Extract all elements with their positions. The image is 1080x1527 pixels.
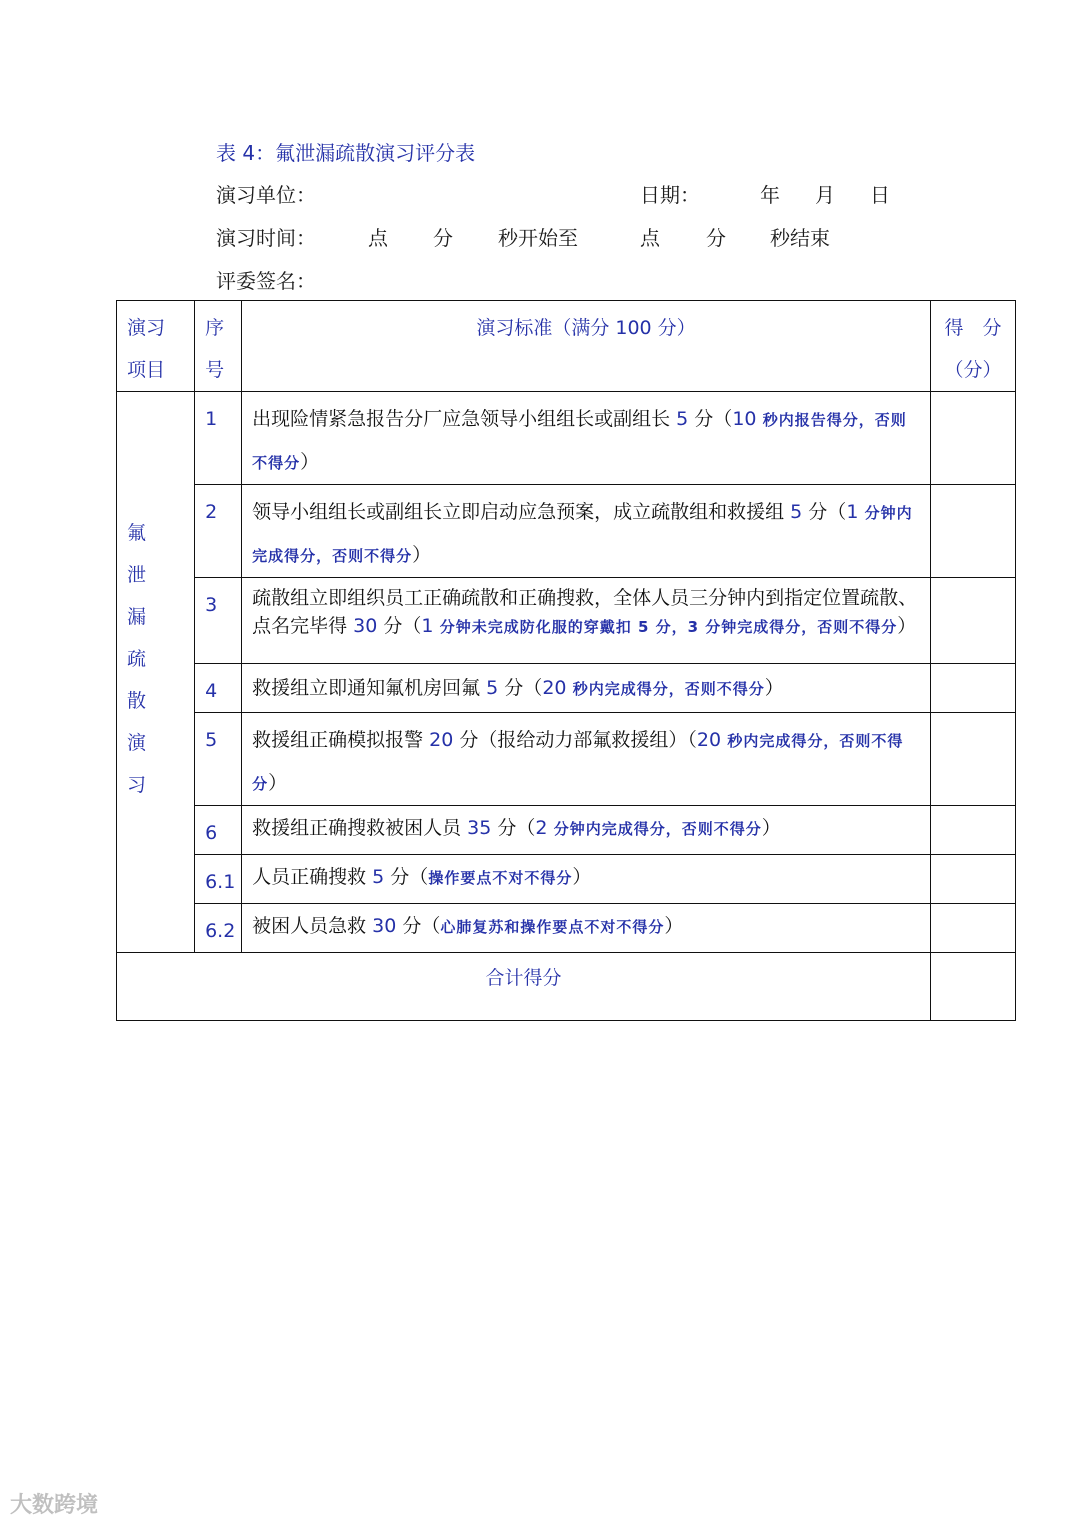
header-seq: [195, 301, 242, 392]
date-month: 月: [815, 183, 835, 207]
row-standard: 出现险情紧急报告分厂应急领导小组组长或副组长 5 分（10 秒内报告得分，否则不得分）: [242, 392, 931, 485]
form-title: 表 4：氟泄漏疏散演习评分表: [216, 141, 476, 165]
total-label: 合计得分: [117, 953, 931, 1021]
row-seq: 2: [195, 485, 242, 578]
item-name: 氟泄漏疏散演习: [127, 522, 165, 796]
header-item-line1: 演习: [127, 317, 166, 339]
time-minute-end: 分: [706, 226, 726, 250]
time-hour-end: 点: [640, 226, 660, 250]
row-seq: 3: [195, 578, 242, 664]
item-name-cell: [117, 392, 195, 953]
row-standard: 救援组正确搜救被困人员 35 分（2 分钟内完成得分，否则不得分）: [242, 806, 931, 855]
judge-signature-label: 评委签名：: [216, 269, 316, 293]
table-row: [117, 855, 1016, 904]
time-hour-start: 点: [368, 226, 388, 250]
total-row: [117, 953, 1016, 1021]
row-standard: 救援组正确模拟报警 20 分（报给动力部氟救援组）（20 秒内完成得分，否则不得分）: [242, 713, 931, 806]
table-row: [117, 904, 1016, 953]
unit-label: 演习单位：: [216, 183, 316, 207]
row-standard: 疏散组立即组织员工正确疏散和正确搜救，全体人员三分钟内到指定位置疏散、点名完毕得 30 分（1 分钟未完成防化服的穿戴扣 5 分，3 分钟完成得分，否则不得分）: [242, 578, 931, 664]
header-seq-line2: 号: [205, 359, 225, 381]
row-score[interactable]: [930, 485, 1015, 578]
row-score[interactable]: [930, 392, 1015, 485]
watermark: 大数跨境: [10, 1493, 99, 1518]
row-score[interactable]: [930, 904, 1015, 953]
date-year: 年: [760, 183, 780, 207]
header-seq-line1: 序: [205, 317, 225, 339]
row-score[interactable]: [930, 578, 1015, 664]
row-standard: 领导小组组长或副组长立即启动应急预案，成立疏散组和救援组 5 分（1 分钟内完成得分，否则不得分）: [242, 485, 931, 578]
time-end-text: 秒结束: [770, 226, 830, 250]
date-label: 日期：: [640, 183, 700, 207]
row-standard: 被困人员急救 30 分（心肺复苏和操作要点不对不得分）: [242, 904, 931, 953]
header-row: [117, 301, 1016, 392]
row-seq: 1: [195, 392, 242, 485]
row-score[interactable]: [930, 664, 1015, 713]
row-score[interactable]: [930, 855, 1015, 904]
row-score[interactable]: [930, 806, 1015, 855]
table-row: [117, 664, 1016, 713]
row-seq: 4: [195, 664, 242, 713]
total-score[interactable]: [930, 953, 1015, 1021]
score-table: [116, 300, 1016, 1021]
table-row: [117, 392, 1016, 485]
header-score-line2: （分）: [944, 359, 1002, 381]
row-seq: 6: [195, 806, 242, 855]
header-score-line1: 得 分: [944, 317, 1002, 339]
table-row: [117, 485, 1016, 578]
row-seq: 5: [195, 713, 242, 806]
table-row: [117, 713, 1016, 806]
time-label: 演习时间：: [216, 226, 316, 250]
date-day: 日: [870, 183, 890, 207]
time-start-text: 秒开始至: [498, 226, 578, 250]
header-standard: 演习标准（满分 100 分）: [242, 301, 931, 392]
row-seq: 6.2: [195, 904, 242, 953]
header-item-line2: 项目: [127, 359, 166, 381]
row-standard: 人员正确搜救 5 分（操作要点不对不得分）: [242, 855, 931, 904]
row-standard: 救援组立即通知氟机房回氟 5 分（20 秒内完成得分，否则不得分）: [242, 664, 931, 713]
time-minute-start: 分: [433, 226, 453, 250]
table-row: [117, 806, 1016, 855]
header-item: [117, 301, 195, 392]
row-score[interactable]: [930, 713, 1015, 806]
row-seq: 6.1: [195, 855, 242, 904]
header-score: [930, 301, 1015, 392]
table-row: [117, 578, 1016, 664]
